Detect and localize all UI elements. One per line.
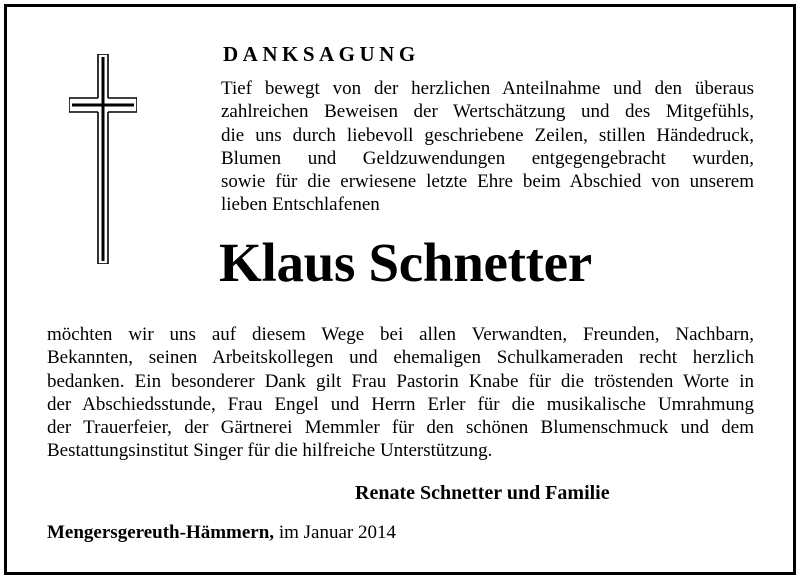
intro-line: lieben Entschlafenen bbox=[221, 194, 380, 216]
cross-icon bbox=[69, 54, 137, 264]
place-name: Mengersgereuth-Hämmern, bbox=[47, 522, 275, 543]
thanks-line: Bekannten, seinen Arbeitskollegen und ehemaligen Schulkameraden recht herzlich bbox=[47, 347, 754, 369]
date-text: im Januar 2014 bbox=[274, 522, 396, 543]
notice-title: DANKSAGUNG bbox=[223, 42, 420, 66]
intro-line: Tief bewegt von der herzlichen Anteilnahme und den überaus bbox=[221, 78, 754, 99]
thanks-line: der Trauerfeier, der Gärtnerei Memmler für den schönen Blumenschmuck und dem bbox=[47, 417, 754, 439]
intro-line: die uns durch liebevoll geschriebene Zeilen, stillen Händedruck, bbox=[221, 124, 754, 146]
thanks-line: Bestattungsinstitut Singer für die hilfreiche Unterstützung. bbox=[47, 440, 493, 462]
signature: Renate Schnetter und Familie bbox=[355, 482, 610, 504]
intro-line: Blumen und Geldzuwendungen entgegengebracht wurden, bbox=[221, 147, 754, 169]
intro-line: sowie für die erwiesene letzte Ehre beim Abschied von unserem bbox=[221, 171, 754, 193]
intro-line: zahlreichen Beweisen der Wertschätzung und des Mitgefühls, bbox=[221, 101, 754, 123]
deceased-name: Klaus Schnetter bbox=[219, 232, 592, 293]
intro-paragraph bbox=[221, 77, 754, 217]
thanks-line: der Abschiedsstunde, Frau Engel und Herrn Erler für die musikalische Umrahmung bbox=[47, 393, 754, 415]
thanks-line: bedanken. Ein besonderer Dank gilt Frau Pastorin Knabe für die tröstenden Worte in bbox=[47, 370, 754, 392]
thanks-paragraph bbox=[47, 323, 754, 463]
thanks-line: möchten wir uns auf diesem Wege bei allen Verwandten, Freunden, Nachbarn, bbox=[47, 324, 754, 345]
place-date-line bbox=[47, 522, 396, 544]
